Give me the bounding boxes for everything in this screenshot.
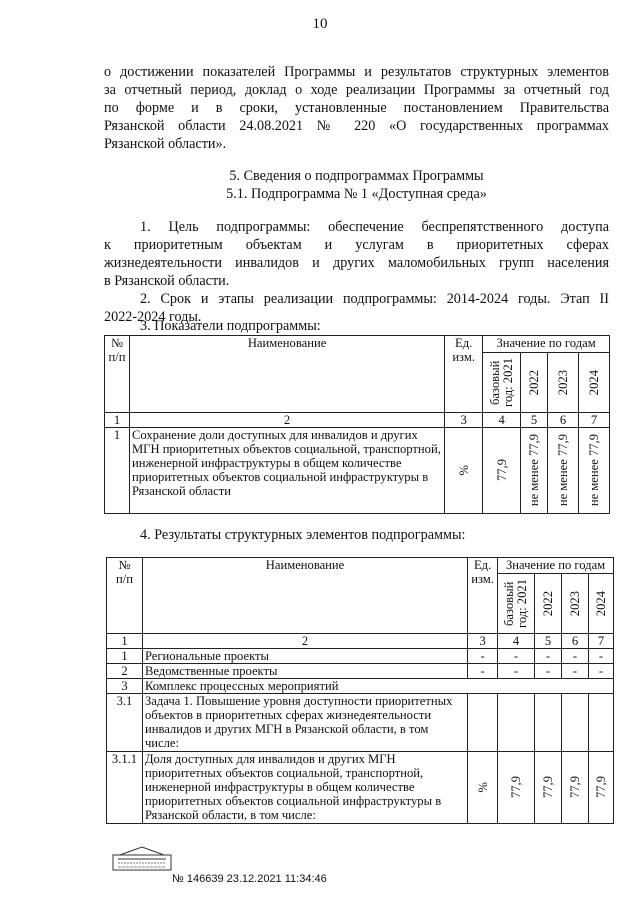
row-2022: - <box>535 664 562 679</box>
row-number: 3.1.1 <box>107 752 143 824</box>
intro-line: по форме и в сроки, установленные постановлением Правительства <box>104 100 609 116</box>
row-unit: - <box>468 649 498 664</box>
col-num: 3 <box>468 634 498 649</box>
table-row <box>107 649 614 664</box>
stages-line: 2. Срок и этапы реализации подпрограммы: 2014-2024 годы. Этап II <box>140 291 609 307</box>
table-row <box>107 694 614 752</box>
intro-line: за отчетный период, доклад о ходе реализации Программы за отчетный год <box>104 82 609 98</box>
col-num: 1 <box>105 413 130 428</box>
subsection-title: 5.1. Подпрограмма № 1 «Доступная среда» <box>226 186 487 202</box>
col-num: 2 <box>142 634 467 649</box>
stages-line: 2022-2024 годы. <box>104 309 202 325</box>
row-number: 3 <box>107 679 143 694</box>
col-num: 2 <box>129 413 444 428</box>
row-2024: не менее 77,9 <box>579 428 610 514</box>
row-name: Задача 1. Повышение уровня доступности приоритетных объектов в приоритетных сферах жизнедеятельности инвалидов и других МГН в Рязанской области, в том числе: <box>142 694 467 752</box>
page-number: 10 <box>312 16 328 32</box>
row-number: 3.1 <box>107 694 143 752</box>
indicators-title: 3. Показатели подпрограммы: <box>140 318 321 334</box>
table-header-row <box>105 336 610 353</box>
row-name: Ведомственные проекты <box>142 664 467 679</box>
header-unit: Ед. изм. <box>468 558 498 634</box>
goal-line: жизнедеятельности инвалидов и других маломобильных групп населения <box>104 255 609 271</box>
column-number-row <box>107 634 614 649</box>
goal-line: в Рязанской области. <box>104 273 230 289</box>
header-name: Наименование <box>142 558 467 634</box>
row-name: Региональные проекты <box>142 649 467 664</box>
section-title: 5. Сведения о подпрограммах Программы <box>229 168 484 184</box>
row-2022: - <box>535 649 562 664</box>
col-num: 6 <box>548 413 579 428</box>
row-2022: не менее 77,9 <box>521 428 548 514</box>
row-number: 2 <box>107 664 143 679</box>
header-base-year: базовый год: 2021 <box>498 574 535 634</box>
intro-line: о достижении показателей Программы и результатов структурных элементов <box>104 64 609 80</box>
row-name: Доля доступных для инвалидов и других МГН приоритетных объектов социальной, транспортной, инженерной инфраструктуры в общем количестве приоритетных объектов социальной инфраструктуры в Рязанской области, в том числе: <box>142 752 467 824</box>
col-num: 7 <box>588 634 613 649</box>
column-number-row <box>105 413 610 428</box>
col-num: 1 <box>107 634 143 649</box>
row-name: Сохранение доли доступных для инвалидов и других МГН приоритетных объектов социальной, транспортной, инженерной инфраструктуры в общем количестве приоритетных объектов социальной инфраструктуры в Рязанской области <box>129 428 444 514</box>
header-values: Значение по годам <box>498 558 614 574</box>
indicators-table <box>104 335 610 514</box>
header-year: 2024 <box>579 353 610 413</box>
table-row <box>107 679 614 694</box>
row-base: - <box>498 664 535 679</box>
table-header-row <box>107 558 614 574</box>
row-unit: % <box>468 752 498 824</box>
header-number: № п/п <box>105 336 130 413</box>
row-2023: не менее 77,9 <box>548 428 579 514</box>
header-base-year: базовый год: 2021 <box>483 353 521 413</box>
col-num: 4 <box>483 413 521 428</box>
header-year: 2023 <box>548 353 579 413</box>
header-number: № п/п <box>107 558 143 634</box>
col-num: 5 <box>521 413 548 428</box>
goal-line: к приоритетным объектам и услугам в приоритетных сферах <box>104 237 609 253</box>
table-row <box>107 752 614 824</box>
row-base: 77,9 <box>498 752 535 824</box>
row-name: Комплекс процессных мероприятий <box>142 679 613 694</box>
row-number: 1 <box>107 649 143 664</box>
goal-line: 1. Цель подпрограммы: обеспечение беспрепятственного доступа <box>140 219 609 235</box>
row-2023: 77,9 <box>562 752 589 824</box>
col-num: 4 <box>498 634 535 649</box>
results-table <box>106 557 614 824</box>
row-unit: - <box>468 664 498 679</box>
document-stamp-icon <box>112 845 172 878</box>
table-row <box>105 428 610 514</box>
row-2023: - <box>562 664 589 679</box>
registration-number: № 146639 23.12.2021 11:34:46 <box>172 873 327 885</box>
col-num: 5 <box>535 634 562 649</box>
row-2023: - <box>562 649 589 664</box>
header-year: 2022 <box>535 574 562 634</box>
header-year: 2023 <box>562 574 589 634</box>
col-num: 3 <box>445 413 483 428</box>
col-num: 6 <box>562 634 589 649</box>
row-2024: - <box>588 664 613 679</box>
row-unit: % <box>445 428 483 514</box>
intro-line: Рязанской области 24.08.2021 № 220 «О государственных программах <box>104 118 609 134</box>
header-unit: Ед. изм. <box>445 336 483 413</box>
header-year: 2024 <box>588 574 613 634</box>
header-name: Наименование <box>129 336 444 413</box>
intro-line: Рязанской области». <box>104 136 227 152</box>
header-year: 2022 <box>521 353 548 413</box>
table-row <box>107 664 614 679</box>
row-2024: - <box>588 649 613 664</box>
row-base: - <box>498 649 535 664</box>
row-2022: 77,9 <box>535 752 562 824</box>
col-num: 7 <box>579 413 610 428</box>
results-title: 4. Результаты структурных элементов подпрограммы: <box>140 527 466 543</box>
header-values: Значение по годам <box>483 336 610 353</box>
row-2024: 77,9 <box>588 752 613 824</box>
row-number: 1 <box>105 428 130 514</box>
row-base: 77,9 <box>483 428 521 514</box>
